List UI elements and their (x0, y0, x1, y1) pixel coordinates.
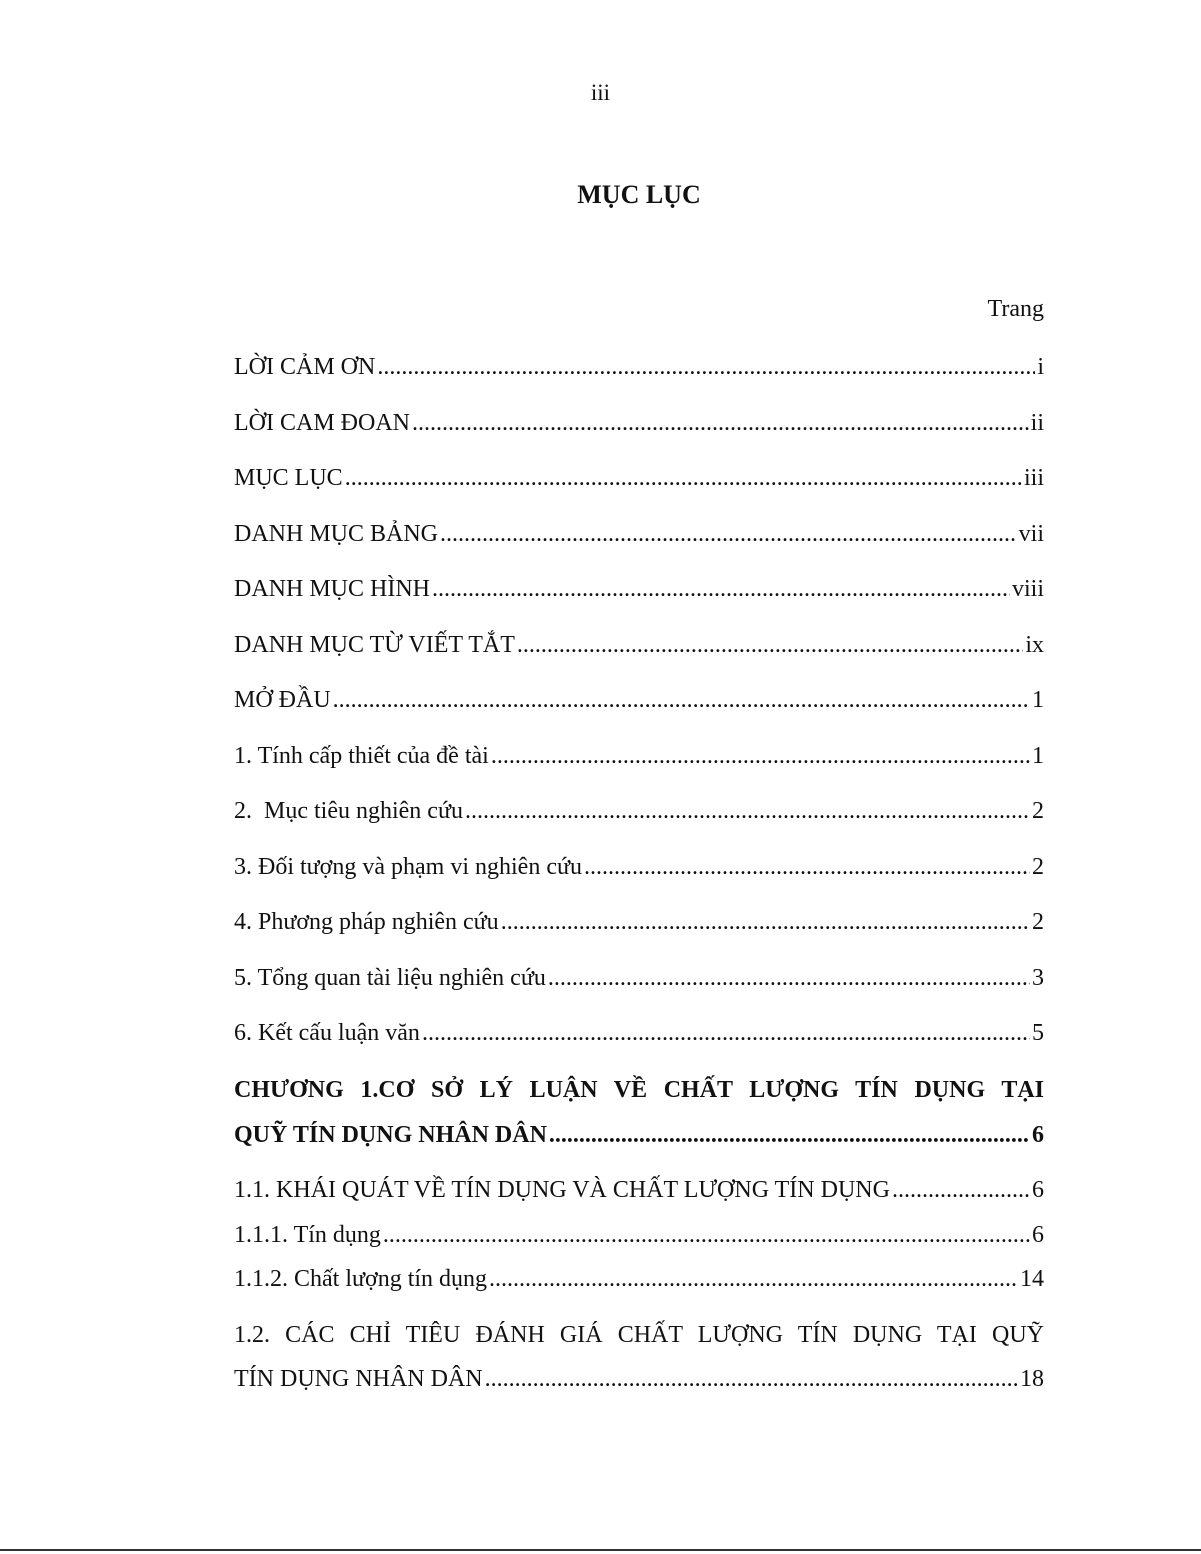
toc-entry-label: DANH MỤC BẢNG (234, 521, 439, 547)
toc-entry[interactable] (234, 1220, 1044, 1250)
toc-entry-label: QUỸ TÍN DỤNG NHÂN DÂN (234, 1122, 547, 1148)
toc-entry[interactable] (234, 408, 1044, 438)
toc-entry-label: 2. Mục tiêu nghiên cứu (234, 798, 463, 824)
toc-entry[interactable] (234, 519, 1044, 549)
toc-entry[interactable] (234, 852, 1044, 882)
toc-chapter-entry[interactable] (234, 1120, 1044, 1150)
toc-leader-dots (383, 1220, 1030, 1250)
toc-leader-dots (465, 796, 1030, 826)
toc-entry[interactable] (234, 1364, 1044, 1394)
toc-entry-page: 2 (1032, 909, 1044, 935)
toc-entry[interactable] (234, 352, 1044, 382)
toc-entry[interactable] (234, 630, 1044, 660)
toc-leader-dots (377, 352, 1035, 382)
toc-leader-dots (485, 1364, 1018, 1394)
toc-entry-page: 18 (1020, 1366, 1044, 1392)
toc-entry-page: 2 (1032, 854, 1044, 880)
toc-entry[interactable] (234, 685, 1044, 715)
toc-leader-dots (345, 463, 1022, 493)
toc-leader-dots (491, 741, 1030, 771)
toc-chapter-label-line1[interactable]: CHƯƠNG 1.CƠ SỞ LÝ LUẬN VỀ CHẤT LƯỢNG TÍN DỤNG TẠI (234, 1077, 1044, 1103)
toc-entry-page: 2 (1032, 798, 1044, 824)
toc-entry-page: 5 (1032, 1020, 1044, 1046)
page-number: iii (590, 80, 611, 105)
toc-entry-page: 3 (1032, 965, 1044, 991)
toc-entry-label: 5. Tổng quan tài liệu nghiên cứu (234, 965, 546, 991)
toc-entry[interactable] (234, 741, 1044, 771)
toc-entry[interactable] (234, 796, 1044, 826)
toc-leader-dots (501, 907, 1030, 937)
toc-entry[interactable] (234, 463, 1044, 493)
toc-entry-label: 1.1.2. Chất lượng tín dụng (234, 1266, 488, 1292)
toc-entry-page: 1 (1032, 687, 1044, 713)
toc-leader-dots (517, 630, 1023, 660)
toc-entry-label: MỞ ĐẦU (234, 687, 331, 713)
toc-leader-dots (432, 574, 1010, 604)
toc-entry[interactable] (234, 574, 1044, 604)
toc-entry[interactable] (234, 907, 1044, 937)
page-title: MỤC LỤC (577, 180, 701, 209)
toc-entry[interactable] (234, 1264, 1044, 1294)
toc-entry-label: DANH MỤC TỪ VIẾT TẮT (234, 632, 515, 658)
toc-leader-dots (422, 1018, 1030, 1048)
toc-entry-label: DANH MỤC HÌNH (234, 576, 430, 602)
toc-entry-page: 6 (1032, 1122, 1044, 1148)
toc-entry-label: 1. Tính cấp thiết của đề tài (234, 743, 489, 769)
toc-entry-label: TÍN DỤNG NHÂN DÂN (234, 1366, 483, 1392)
toc-entry-page: 6 (1032, 1222, 1044, 1248)
toc-entry-label: 3. Đối tượng và phạm vi nghiên cứu (234, 854, 582, 880)
toc-leader-dots (412, 408, 1029, 438)
toc-entry-page: 1 (1032, 743, 1044, 769)
toc-entry-page: iii (1023, 465, 1044, 491)
toc-entry-label: LỜI CẢM ƠN (234, 354, 376, 380)
toc-entry-page: ix (1025, 632, 1044, 658)
toc-entry-page: ii (1030, 410, 1044, 436)
toc-entry-label: MỤC LỤC (234, 465, 343, 491)
toc-entry-label: LỜI CAM ĐOAN (234, 410, 410, 436)
toc-entry-label: 1.1. KHÁI QUÁT VỀ TÍN DỤNG VÀ CHẤT LƯỢNG TÍN DỤNG (234, 1177, 890, 1203)
toc-leader-dots (333, 685, 1030, 715)
page-bottom-border (0, 1549, 1201, 1551)
toc-leader-dots (548, 963, 1030, 993)
toc-entry-page: 6 (1032, 1177, 1044, 1203)
toc-entry-page: viii (1011, 576, 1044, 602)
toc-entry-page: vii (1018, 521, 1044, 547)
toc-leader-dots (489, 1264, 1018, 1294)
toc-entry-label: 1.1.1. Tín dụng (234, 1222, 381, 1248)
page-column-header: Trang (987, 296, 1044, 322)
toc-entry-page: i (1037, 354, 1044, 380)
toc-entry[interactable] (234, 1018, 1044, 1048)
toc-entry[interactable] (234, 963, 1044, 993)
toc-entry-label: 4. Phương pháp nghiên cứu (234, 909, 499, 935)
toc-section-label-line1[interactable]: 1.2. CÁC CHỈ TIÊU ĐÁNH GIÁ CHẤT LƯỢNG TÍN DỤNG TẠI QUỸ (234, 1322, 1044, 1348)
toc-leader-dots (584, 852, 1030, 882)
toc-leader-dots (440, 519, 1017, 549)
toc-leader-dots (892, 1175, 1030, 1205)
toc-entry-label: 6. Kết cấu luận văn (234, 1020, 420, 1046)
toc-entry[interactable] (234, 1175, 1044, 1205)
toc-leader-dots (549, 1120, 1030, 1150)
toc-entry-page: 14 (1020, 1266, 1044, 1292)
